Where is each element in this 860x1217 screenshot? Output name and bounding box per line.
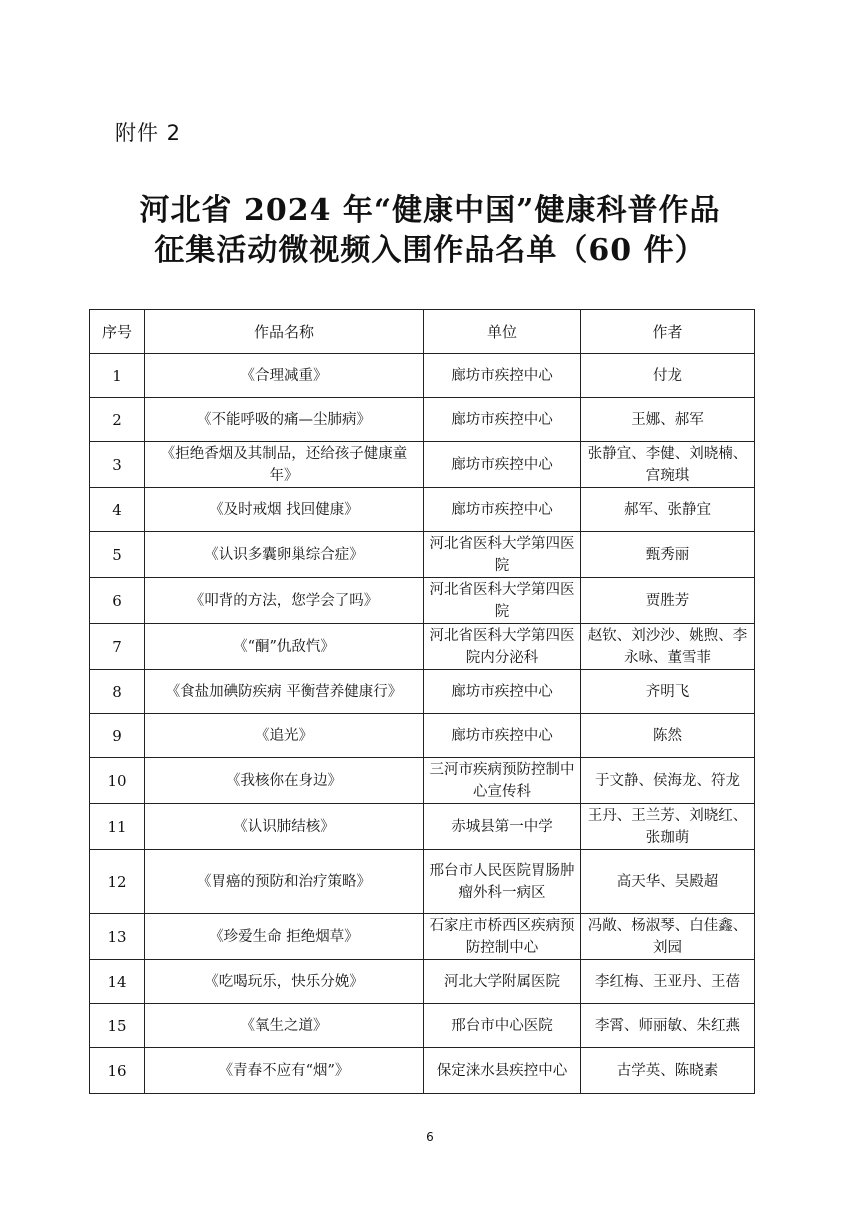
work-title: 《不能呼吸的痛—尘肺病》	[145, 398, 424, 442]
work-title: 《叩背的方法，您学会了吗》	[145, 578, 424, 624]
document-title-line-2: 征集活动微视频入围作品名单（60 件）	[154, 233, 706, 268]
unit-name: 邢台市中心医院	[424, 1004, 581, 1048]
row-number: 14	[90, 960, 145, 1004]
work-title: 《珍爱生命 拒绝烟草》	[145, 914, 424, 960]
work-title: 《认识肺结核》	[145, 804, 424, 850]
header-unit: 单位	[424, 310, 581, 354]
work-title: 《拒绝香烟及其制品，还给孩子健康童年》	[145, 442, 424, 488]
unit-name: 赤城县第一中学	[424, 804, 581, 850]
unit-name: 三河市疾病预防控制中心宣传科	[424, 758, 581, 804]
table-row	[90, 758, 755, 804]
unit-name: 廊坊市疾控中心	[424, 670, 581, 714]
work-title: 《我核你在身边》	[145, 758, 424, 804]
table-row	[90, 354, 755, 398]
table-row	[90, 488, 755, 532]
row-number: 3	[90, 442, 145, 488]
row-number: 9	[90, 714, 145, 758]
work-title: 《吃喝玩乐，快乐分娩》	[145, 960, 424, 1004]
author-names: 王丹、王兰芳、刘晓红、张珈萌	[581, 804, 755, 850]
author-names: 齐明飞	[581, 670, 755, 714]
work-title: 《及时戒烟 找回健康》	[145, 488, 424, 532]
table-row	[90, 1004, 755, 1048]
unit-name: 保定涞水县疾控中心	[424, 1048, 581, 1094]
author-names: 李红梅、王亚丹、王蓓	[581, 960, 755, 1004]
work-title: 《氧生之道》	[145, 1004, 424, 1048]
author-names: 高天华、吴殿超	[581, 850, 755, 914]
work-title: 《青春不应有“烟”》	[145, 1048, 424, 1094]
author-names: 贾胜芳	[581, 578, 755, 624]
document-title-line-1: 河北省 2024 年“健康中国”健康科普作品	[139, 193, 721, 228]
author-names: 付龙	[581, 354, 755, 398]
author-names: 甄秀丽	[581, 532, 755, 578]
row-number: 4	[90, 488, 145, 532]
row-number: 10	[90, 758, 145, 804]
unit-name: 河北省医科大学第四医院	[424, 532, 581, 578]
unit-name: 邢台市人民医院胃肠肿瘤外科一病区	[424, 850, 581, 914]
row-number: 16	[90, 1048, 145, 1094]
work-title: 《食盐加碘防疾病 平衡营养健康行》	[145, 670, 424, 714]
unit-name: 河北省医科大学第四医院	[424, 578, 581, 624]
work-title: 《追光》	[145, 714, 424, 758]
author-names: 赵钦、刘沙沙、姚煦、李永咏、董雪菲	[581, 624, 755, 670]
row-number: 12	[90, 850, 145, 914]
unit-name: 河北省医科大学第四医院内分泌科	[424, 624, 581, 670]
table-row	[90, 532, 755, 578]
row-number: 5	[90, 532, 145, 578]
row-number: 6	[90, 578, 145, 624]
table-row	[90, 850, 755, 914]
row-number: 11	[90, 804, 145, 850]
row-number: 7	[90, 624, 145, 670]
table-row	[90, 624, 755, 670]
unit-name: 廊坊市疾控中心	[424, 714, 581, 758]
unit-name: 廊坊市疾控中心	[424, 488, 581, 532]
table-row	[90, 1048, 755, 1094]
author-names: 王娜、郝军	[581, 398, 755, 442]
row-number: 15	[90, 1004, 145, 1048]
author-names: 陈然	[581, 714, 755, 758]
row-number: 13	[90, 914, 145, 960]
table-row	[90, 398, 755, 442]
page-number: 6	[426, 1130, 434, 1144]
work-title: 《合理减重》	[145, 354, 424, 398]
table-row	[90, 714, 755, 758]
finalist-table	[89, 309, 755, 1094]
author-names: 张静宜、李健、刘晓楠、宫琬琪	[581, 442, 755, 488]
author-names: 冯敞、杨淑琴、白佳鑫、刘园	[581, 914, 755, 960]
table-row	[90, 442, 755, 488]
unit-name: 廊坊市疾控中心	[424, 354, 581, 398]
work-title: 《胃癌的预防和治疗策略》	[145, 850, 424, 914]
attachment-label: 附件 2	[115, 121, 182, 145]
row-number: 1	[90, 354, 145, 398]
table-row	[90, 914, 755, 960]
author-names: 李霄、师丽敏、朱红燕	[581, 1004, 755, 1048]
work-title: 《“酮”仇敌忾》	[145, 624, 424, 670]
table-row	[90, 960, 755, 1004]
unit-name: 廊坊市疾控中心	[424, 398, 581, 442]
author-names: 古学英、陈晓素	[581, 1048, 755, 1094]
row-number: 8	[90, 670, 145, 714]
table-row	[90, 804, 755, 850]
row-number: 2	[90, 398, 145, 442]
author-names: 于文静、侯海龙、符龙	[581, 758, 755, 804]
table-row	[90, 578, 755, 624]
table-row	[90, 670, 755, 714]
header-work: 作品名称	[145, 310, 424, 354]
header-seq: 序号	[90, 310, 145, 354]
author-names: 郝军、张静宜	[581, 488, 755, 532]
work-title: 《认识多囊卵巢综合症》	[145, 532, 424, 578]
table-header-row	[90, 310, 755, 354]
unit-name: 廊坊市疾控中心	[424, 442, 581, 488]
unit-name: 河北大学附属医院	[424, 960, 581, 1004]
header-author: 作者	[581, 310, 755, 354]
unit-name: 石家庄市桥西区疾病预防控制中心	[424, 914, 581, 960]
table-body	[90, 354, 755, 1094]
